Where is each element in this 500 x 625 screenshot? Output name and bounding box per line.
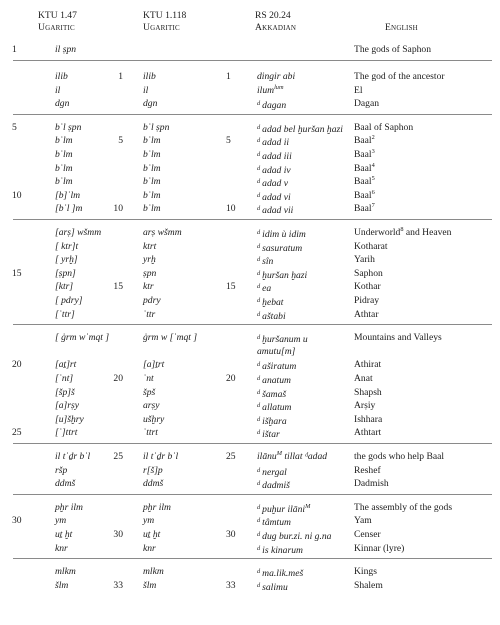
table-row [0, 189, 500, 203]
ugaritic-ktu147: [ʿ]ttrt [55, 427, 78, 439]
footnote-marker: 7 [371, 202, 375, 210]
line-number-ktu118: 1 [118, 71, 123, 82]
english-cell [354, 253, 375, 267]
akkadian-determinative: d [257, 178, 261, 186]
table-row [0, 528, 500, 542]
ugaritic-ktu147: pḫr ilm [55, 501, 83, 513]
ugaritic-ktu118: arṣ wšmm [143, 227, 182, 238]
table-row [0, 84, 500, 98]
ugaritic-ktu147: [bʿl ]m [55, 203, 83, 215]
table-row [0, 579, 500, 593]
english-cell [354, 372, 373, 386]
table-row [0, 358, 500, 372]
english-text: Athtar [354, 308, 379, 320]
akkadian-text: sasuratum [262, 242, 303, 254]
english-cell [354, 294, 379, 308]
line-number-ktu118: 15 [113, 281, 123, 293]
english-cell [354, 528, 381, 542]
akkadian-determinative: d [257, 164, 261, 172]
akkadian-determinative: d [257, 544, 261, 552]
ugaritic-ktu147: [ yrḫ] [55, 254, 78, 266]
akkadian-determinative: d [257, 466, 261, 474]
akkadian-determinative: d [257, 402, 261, 410]
english-text: Baal of Saphon [354, 121, 414, 133]
akkadian-superscript: M [276, 449, 282, 457]
line-number-ktu147: 15 [12, 267, 22, 279]
akkadian-text: adad iii [262, 151, 292, 162]
table-row [0, 501, 500, 515]
english-text: the gods who help Baal [354, 451, 445, 462]
ugaritic-ktu118: bʿlm [143, 135, 161, 147]
ugaritic-ktu147: [ ġrm wʿmqt ] [55, 332, 110, 344]
ugaritic-ktu118: ddmš [143, 478, 164, 490]
english-text: Shapsh [354, 386, 382, 398]
footnote-marker: 4 [371, 161, 375, 169]
english-cell [354, 501, 452, 515]
english-cell [354, 267, 383, 281]
english-cell [354, 514, 372, 528]
table-row [0, 386, 500, 400]
line-number-rs2024: 5 [226, 135, 231, 147]
table-row [0, 514, 500, 528]
akkadian-determinative: d [257, 415, 261, 423]
line-number-rs2024: 1 [226, 71, 231, 82]
ugaritic-ktu118: pdry [143, 295, 161, 306]
akkadian-text: aširatum [262, 361, 297, 373]
english-text: Athtart [354, 427, 382, 439]
ugaritic-ktu147: [ktr] [55, 281, 74, 293]
ugaritic-ktu118: ktrt [143, 240, 157, 252]
english-text: Kinnar (lyre) [354, 542, 405, 554]
ugaritic-ktu147: il tʿḏr bʿl [55, 451, 91, 462]
akkadian-cell [257, 84, 284, 98]
line-number-ktu147: 30 [12, 515, 22, 527]
group-divider [13, 219, 492, 220]
english-text: Baal [354, 135, 372, 147]
akkadian-superscript: M [305, 502, 311, 510]
akkadian-text: ma.lik.meš [262, 568, 304, 580]
col2-lang: Ugaritic [143, 21, 180, 33]
english-text: Mountains and Valleys [354, 332, 442, 344]
ugaritic-ktu147: ddmš [55, 478, 76, 490]
ugaritic-ktu118: r[š]p [143, 464, 163, 476]
line-number-rs2024: 25 [226, 451, 236, 462]
ugaritic-ktu118: bʿlm [143, 149, 161, 160]
table-row [0, 477, 500, 491]
table-row [0, 134, 500, 148]
akkadian-determinative: d [257, 269, 261, 277]
col3-lang: Akkadian [255, 21, 297, 33]
english-cell [354, 579, 383, 593]
akkadian-text: dagan [262, 100, 287, 112]
akkadian-determinative: d [257, 191, 261, 199]
english-cell [354, 358, 381, 372]
ugaritic-ktu147: [aṯ]rt [55, 359, 77, 371]
akkadian-cell [257, 70, 295, 84]
ugaritic-ktu118: šlm [143, 579, 157, 591]
ugaritic-ktu147: dgn [55, 98, 70, 110]
line-number-ktu147: 25 [12, 427, 22, 439]
ugaritic-ktu147: [ pdry] [55, 295, 83, 306]
ugaritic-ktu147: [ ktr]t [55, 240, 79, 252]
english-text: Dagan [354, 98, 380, 110]
line-number-ktu118: 33 [113, 579, 123, 591]
ugaritic-ktu118: ṣpn [143, 267, 157, 279]
line-number-ktu118: 10 [113, 203, 123, 215]
akkadian-determinative: d [257, 581, 261, 589]
english-text: El [354, 84, 363, 96]
table-row [0, 345, 500, 359]
table-row [0, 280, 500, 294]
english-cell [354, 121, 413, 135]
table-row [0, 253, 500, 267]
footnote-marker: 3 [371, 147, 375, 155]
ugaritic-ktu118: ktr [143, 281, 154, 293]
akkadian-text: nergal [262, 466, 287, 478]
line-number-ktu147: 10 [12, 189, 22, 201]
english-text: Baal [354, 176, 372, 188]
akkadian-cell [257, 308, 286, 324]
english-text: Yarih [354, 254, 375, 266]
table-row [0, 331, 500, 345]
akkadian-text: ištar [262, 429, 280, 441]
group-divider [13, 494, 492, 495]
akkadian-text: salimu [262, 581, 288, 593]
akkadian-determinative: d [257, 229, 261, 236]
table-row [0, 162, 500, 176]
akkadian-text: aštabi [262, 310, 286, 322]
ugaritic-ktu118: mlkm [143, 566, 164, 578]
ugaritic-ktu147: ym [55, 515, 67, 527]
english-cell [354, 413, 382, 427]
line-number-ktu147: 20 [12, 359, 22, 371]
akkadian-text: šamaš [262, 388, 287, 400]
footnote-marker: 6 [371, 188, 375, 196]
english-text: The assembly of the gods [354, 501, 453, 513]
akkadian-text: išḫara [262, 415, 287, 427]
english-text: Yam [354, 515, 372, 527]
ugaritic-ktu118: bʿl ṣpn [143, 121, 170, 133]
col2-id: KTU 1.118 [143, 10, 187, 21]
akkadian-text: adad vi [262, 191, 291, 203]
ugaritic-ktu118: bʿlm [143, 162, 161, 174]
akkadian-determinative: d [257, 137, 261, 145]
english-cell [354, 565, 377, 579]
table-row [0, 121, 500, 135]
akkadian-text: puḫur ilāni [262, 503, 306, 515]
table-row [0, 542, 500, 556]
ugaritic-ktu147: [šp]š [55, 386, 75, 398]
english-cell [354, 280, 381, 294]
line-number-ktu147: 5 [12, 121, 17, 133]
table-row [0, 267, 500, 281]
english-text-tail: and Heaven [403, 227, 452, 238]
table-row [0, 426, 500, 440]
ugaritic-ktu147: knr [55, 542, 68, 554]
akkadian-text: allatum [262, 402, 292, 414]
line-number-rs2024: 10 [226, 203, 236, 215]
akkadian-text: tâmtum [262, 517, 291, 529]
english-text: Censer [354, 529, 381, 540]
english-cell [354, 450, 444, 464]
english-text: Shalem [354, 579, 383, 591]
english-cell [354, 477, 389, 491]
ugaritic-ktu118: [a]ṯrt [143, 359, 165, 371]
ugaritic-ktu118: knr [143, 542, 156, 554]
akkadian-determinative: d [257, 151, 261, 158]
english-cell [354, 308, 379, 322]
ugaritic-ktu147: ilib [55, 71, 68, 82]
ugaritic-ktu147: bʿl ṣpn [55, 121, 82, 133]
english-text: Athirat [354, 359, 382, 371]
ugaritic-ktu147: [ṣpn] [55, 267, 76, 279]
line-number-ktu118: 25 [113, 451, 123, 462]
akkadian-text: ea [262, 283, 272, 295]
group-divider [13, 324, 492, 325]
english-cell [354, 542, 404, 556]
english: The gods of Saphon [354, 44, 432, 55]
line-number-ktu118: 30 [113, 529, 123, 540]
akkadian-text: ḫebat [262, 297, 284, 308]
ugaritic-ktu147: [arṣ] wšmm [55, 227, 102, 238]
english-text: Anat [354, 373, 373, 384]
ugaritic-ktu118: uṯ ḫt [143, 529, 161, 540]
akkadian-text: adad bel ḫuršan ḫazi [262, 123, 343, 135]
ugaritic-ktu118: ġrm w [ʿmqt ] [143, 332, 198, 344]
akkadian-determinative: d [257, 375, 261, 382]
line-number-rs2024: 20 [226, 373, 236, 384]
ugaritic-1: il ṣpn [55, 44, 77, 55]
footnote-marker: 5 [371, 175, 375, 182]
english-text: Baal [354, 149, 372, 160]
english-text: Kotharat [354, 240, 388, 252]
english-text: Kothar [354, 281, 381, 293]
english-text: Baal [354, 203, 372, 215]
akkadian-superscript: lum [274, 83, 284, 91]
akkadian-determinative: d [257, 503, 261, 511]
akkadian-text: is kinarum [262, 544, 303, 556]
english-text: Ishhara [354, 413, 383, 425]
akkadian-text: dadmiš [262, 480, 290, 492]
ugaritic-ktu147: uṯ ḫt [55, 529, 73, 540]
akkadian-text: ilum [257, 84, 275, 96]
english-text: The god of the ancestor [354, 71, 445, 82]
english-text: Baal [354, 162, 372, 174]
akkadian-text: adad ii [262, 137, 290, 149]
ugaritic-ktu147: bʿlm [55, 149, 73, 160]
english-cell [354, 70, 445, 84]
table-row [0, 308, 500, 322]
col4-lang: English [385, 21, 418, 33]
header-divider [13, 60, 492, 61]
table-row [0, 97, 500, 111]
akkadian-determinative: d [257, 361, 261, 369]
english-cell [354, 84, 363, 98]
ugaritic-ktu118: il tʿḏr bʿl [143, 451, 179, 462]
footnote-marker: 8 [400, 225, 404, 233]
akkadian-text: adad v [262, 178, 289, 190]
line-number-rs2024: 33 [226, 579, 236, 591]
akkadian-determinative: d [257, 310, 261, 318]
akkadian-determinative: d [257, 429, 261, 437]
group-divider [13, 114, 492, 115]
akkadian-determinative: d [257, 334, 261, 342]
english-cell [354, 240, 388, 254]
ugaritic-ktu147: [ʿttr] [55, 308, 75, 320]
table-row [0, 175, 500, 189]
english-cell [354, 331, 442, 345]
ugaritic-ktu147: [u]šḫry [55, 413, 84, 425]
ugaritic-ktu118: ilib [143, 71, 156, 82]
akkadian-text-tail: tillat ᵈadad [281, 451, 328, 462]
akkadian-determinative: d [257, 388, 261, 396]
akkadian-determinative: d [257, 297, 261, 304]
akkadian-determinative: d [257, 283, 261, 291]
english-text: Kings [354, 566, 377, 578]
akkadian-text: dingir abi [257, 71, 296, 82]
akkadian-determinative: d [257, 480, 261, 488]
ugaritic-ktu118: yrḫ [143, 254, 156, 266]
english-cell [354, 189, 375, 203]
line-number-rs2024: 30 [226, 529, 236, 540]
col1-lang: Ugaritic [38, 21, 75, 33]
akkadian-cell [257, 450, 327, 464]
ugaritic-ktu147: bʿlm [55, 162, 73, 174]
english-cell [354, 175, 375, 189]
akkadian-cell [257, 477, 290, 493]
table-row [0, 399, 500, 413]
english-cell [354, 386, 382, 400]
ugaritic-ktu147: [b]ʿlm [55, 189, 81, 201]
col3-id: RS 20.24 [255, 10, 291, 21]
english-cell [354, 399, 375, 413]
ugaritic-ktu147: mlkm [55, 566, 76, 578]
table-row [0, 226, 500, 240]
ugaritic-ktu147: il [55, 84, 61, 96]
ugaritic-ktu118: ym [143, 515, 155, 527]
table-row [0, 202, 500, 216]
english-text: Pidray [354, 295, 380, 306]
ugaritic-ktu118: bʿlm [143, 189, 161, 201]
english-text: Arṣiy [354, 400, 376, 412]
group-divider [13, 558, 492, 559]
footnote-marker: 2 [371, 134, 375, 142]
akkadian-cell [257, 202, 293, 218]
akkadian-determinative: d [257, 517, 261, 525]
english-cell [354, 226, 451, 240]
akkadian-text: amutu[m] [257, 345, 296, 357]
table-row [0, 450, 500, 464]
akkadian-cell [257, 97, 286, 113]
line-number-ktu118: 20 [113, 373, 123, 384]
english-cell [354, 464, 381, 478]
akkadian-text: dug bur.zi. ni g.na [262, 531, 332, 542]
english-cell [354, 426, 381, 440]
akkadian-text: adad iv [262, 164, 291, 176]
group-divider [13, 443, 492, 444]
akkadian-cell [257, 426, 280, 442]
akkadian-text: anatum [262, 375, 291, 386]
ugaritic-ktu118: ʿnt [143, 373, 154, 384]
ugaritic-ktu118: il [143, 84, 149, 96]
akkadian-determinative: d [257, 531, 261, 538]
ugaritic-ktu147: [ʿnt] [55, 373, 74, 384]
ugaritic-ktu147: bʿlm [55, 176, 73, 188]
line-number: 1 [12, 44, 17, 55]
line-number-ktu118: 5 [118, 135, 123, 147]
col1-id: KTU 1.47 [38, 10, 77, 21]
english-text: Underworld [354, 227, 401, 238]
akkadian-determinative: d [257, 242, 261, 250]
english-text: Saphon [354, 267, 383, 279]
akkadian-determinative: d [257, 100, 261, 108]
english-cell [354, 162, 375, 176]
akkadian-text: adad vii [262, 205, 294, 217]
ugaritic-ktu147: šlm [55, 579, 69, 591]
table-row [0, 294, 500, 308]
akkadian-text: ilānu [257, 451, 277, 462]
akkadian-cell [257, 345, 295, 359]
ugaritic-ktu147: ršp [55, 464, 68, 476]
akkadian-determinative: d [257, 123, 261, 131]
ugaritic-ktu118: špš [143, 386, 156, 398]
akkadian-text: ḫuršan ḫazi [262, 269, 308, 281]
akkadian-determinative: d [257, 205, 261, 213]
english-text: Dadmish [354, 478, 389, 490]
english-cell [354, 134, 375, 148]
ugaritic-ktu118: ušḫry [143, 413, 165, 425]
english-cell [354, 148, 375, 162]
line-number-rs2024: 15 [226, 281, 236, 293]
ugaritic-ktu118: dgn [143, 98, 158, 110]
table-row [0, 372, 500, 386]
table-row [0, 148, 500, 162]
akkadian-cell [257, 542, 303, 558]
table-row [0, 70, 500, 84]
akkadian-determinative: d [257, 256, 261, 264]
table-header [0, 10, 500, 56]
table-row [0, 464, 500, 478]
table-row [0, 240, 500, 254]
first-row [0, 43, 500, 57]
table-row [0, 565, 500, 579]
akkadian-cell [257, 579, 288, 595]
english-text: Baal [354, 189, 372, 201]
akkadian-determinative: d [257, 568, 261, 576]
ugaritic-ktu118: arṣy [143, 400, 160, 412]
akkadian-text: idim ù idim [262, 229, 306, 240]
ugaritic-ktu147: bʿlm [55, 135, 73, 147]
ugaritic-ktu147: [a]rṣy [55, 400, 79, 412]
akkadian-text: sîn [262, 256, 274, 268]
ugaritic-ktu118: bʿlm [143, 203, 161, 215]
english-cell [354, 202, 375, 216]
akkadian-text: ḫuršanum u [262, 334, 308, 346]
table-row [0, 413, 500, 427]
ugaritic-ktu118: pḫr ilm [143, 501, 171, 513]
ugaritic-ktu118: ʿttrt [143, 427, 158, 439]
ugaritic-ktu118: ʿttr [143, 308, 156, 320]
english-cell [354, 97, 379, 111]
english-text: Reshef [354, 464, 381, 476]
ugaritic-ktu118: bʿlm [143, 176, 161, 188]
